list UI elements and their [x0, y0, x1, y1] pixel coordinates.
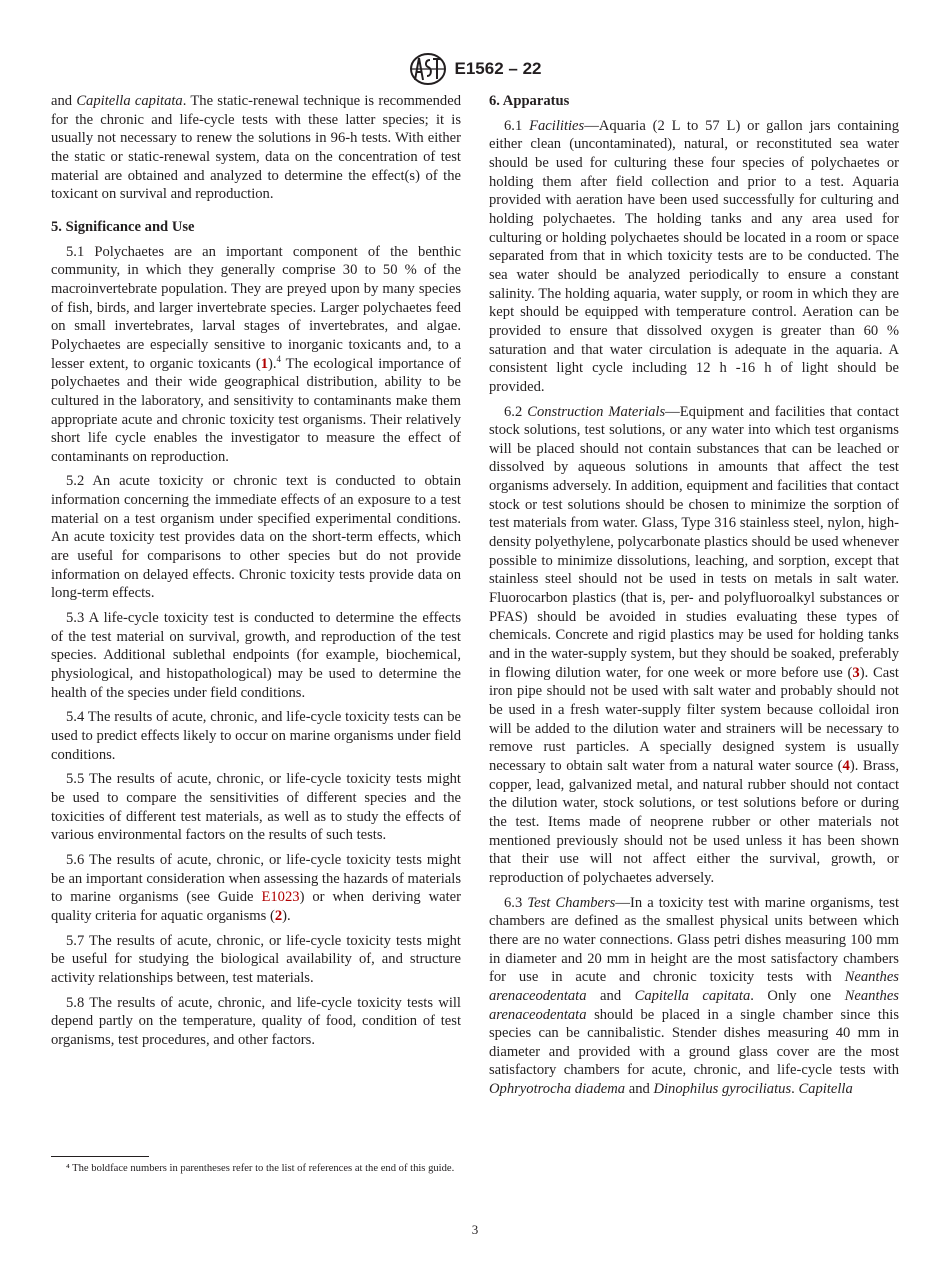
- paragraph-5-4: 5.4 The results of acute, chronic, and life-cycle toxicity tests can be used to predict effects likely to occur on marine organisms under field conditions.: [51, 709, 461, 763]
- paragraph-6-3: 6.3 Test Chambers—In a toxicity test with marine organisms, test chambers are defined as the smallest physical units between which there are no water connections. Glass petri dishes measuring 100 mm in diameter and 20 mm in height are the most satisfactory chambers for use in acute and chronic toxicity tests with Neanthes arenaceodentata and Capitella capitata. Only one Neanthes arenaceodentata should be placed in a single chamber since this species can be cannibalistic. Stender dishes measuring 40 mm in diameter and provided with a ground glass cover are the most satisfactory chambers for acute, chronic, and life-cycle tests with Ophryotrocha diadema and Dinophilus gyrociliatus. Capitella: [489, 894, 900, 1098]
- footnote-divider: [51, 1156, 149, 1157]
- paragraph-6-1: 6.1 Facilities—Aquaria (2 L to 57 L) or gallon jars containing either clean (uncontaminated), natural, or reconstituted sea water should be used for culturing these four species of polychaetes or holding them after field collection and prior to a test. Aquaria provided with aeration have been used successfully for culturing and holding polychaetes. The holding tanks and any area used for culturing or holding polychaetes should be located in a room or space separated from that in which toxicity tests are to be conducted. The sea water should be analyzed periodically to ensure a constant salinity. The holding aquaria, water supply, or room in which they are kept should be equipped with temperature control. Aeration can be provided to ensure that dissolved oxygen is greater than 60 % saturation and that water circulation is adequate in the aquaria. A consistent light cycle including 12 h -16 h of light should be provided.: [489, 117, 899, 395]
- reference-link-3[interactable]: 3: [852, 664, 860, 681]
- paragraph-5-7: 5.7 The results of acute, chronic, or life-cycle toxicity tests might be useful for studying the biological availability of, and structure activity relationships between, test materials.: [51, 932, 461, 986]
- right-column: [489, 92, 899, 1105]
- paragraph-5-5: 5.5 The results of acute, chronic, or life-cycle toxicity tests might be used to compare the sensitivities of different species and the toxicities of different test materials, as well as to study the effects of various environmental factors on the results of such tests.: [51, 771, 461, 844]
- paragraph-5-3: 5.3 A life-cycle toxicity test is conducted to determine the effects of the test material on survival, growth, and reproduction of the test species. Additional sublethal endpoints (for example, biochemical, physiological, and histopathological) may be used to determine the health of the species under field conditions.: [51, 610, 461, 701]
- section-5-heading: 5. Significance and Use: [51, 218, 195, 235]
- paragraph-5-2: 5.2 An acute toxicity or chronic text is conducted to obtain information concerning the immediate effects of an exposure to a test material on a test organism under specified experimental conditions. An acute toxicity test provides data on the short-term effects, which are useful for comparisons to other species but do not provide information on delayed effects. Chronic toxicity tests provide data on long-term effects.: [51, 473, 461, 602]
- paragraph-continuation: and Capitella capitata. The static-renewal technique is recommended for the chronic and life-cycle tests with these latter species; it is usually not necessary to renew the solutions in 96-h tests. With either the static or static-renewal system, data on the concentration of test material are obtained and analyzed to determine the effect(s) of the toxicant on survival and reproduction.: [51, 93, 461, 203]
- footnote: [51, 1162, 461, 1177]
- reference-link-2[interactable]: 2: [274, 907, 283, 924]
- paragraph-5-1: 5.1 Polychaetes are an important component of the benthic community, in which they generally comprise 30 to 50 % of the macroinvertebrate population. They are preyed upon by many species of fish, birds, and larger invertebrate species. Larger polychaetes feed on small invertebrates, larval stages of invertebrates, and algae. Polychaetes are especially sensitive to inorganic toxicants and, to a lesser extent, to organic toxicants (1).$^4$ The ecological importance of polychaetes and their wide geographical distribution, ability to be cultured in the laboratory, and sensitivity to contaminants make them appropriate acute and chronic toxicity test organisms. Their relatively short life cycle enables the investigator to measure the effect of contaminants on reproduction.: [51, 243, 461, 465]
- reference-link-4[interactable]: 4: [842, 757, 850, 774]
- document-id: E1562 – 22: [454, 59, 542, 78]
- paragraph-5-6: 5.6 The results of acute, chronic, or life-cycle toxicity tests might be an important consideration when assessing the hazards of materials to marine organisms (see Guide E1023) or when deriving water quality criteria for aquatic organisms (2).: [51, 851, 462, 924]
- guide-link-e1023[interactable]: E1023: [261, 889, 300, 906]
- page-header: [0, 52, 950, 86]
- section-6-heading: 6. Apparatus: [489, 93, 570, 109]
- paragraph-5-8: 5.8 The results of acute, chronic, and life-cycle toxicity tests will depend partly on the temperature, quality of food, condition of test organisms, test procedures, and other factors.: [51, 994, 461, 1048]
- footnote-text: ⁴ The boldface numbers in parentheses refer to the list of references at the end of this guide.: [66, 1163, 455, 1174]
- paragraph-6-2: 6.2 Construction Materials—Equipment and facilities that contact stock solutions, test solutions, or any water into which test organisms will be placed should not contain substances that can be leached or dissolved by aqueous solutions in amounts that affect the test organisms adversely. In addition, equipment and facilities that contact stock or test solutions should be chosen to minimize the sorption of test materials from water. Glass, Type 316 stainless steel, nylon, high-density polyethylene, polycarbonate plastics should be used whenever possible to minimize dissolutions, leaching, and sorption, except that stainless steel should not be used in tests on metals in salt water. Fluorocarbon plastics (that is, per- and polyfluoroalkyl substances or PFAS) should be avoided in studies evaluating these types of chemicals. Concrete and rigid plastics may be used for holding tanks and in the water-supply system, but they should be soaked, preferably in flowing dilution water, for one week or more before use (3). Cast iron pipe should not be used with salt water and probably should not be used in a fresh water-supply filter system because colloidal iron will be added to the dilution water and strainers will be necessary to remove rust particles. A specially designed system is usually necessary to obtain salt water from a natural water source (4). Brass, copper, lead, galvanized metal, and natural rubber should not contact the dilution water, stock solutions, or test solutions before or during the test. Items made of neoprene rubber or other materials not mentioned previously should not be used unless it has been shown that their use will not affect either the survival, growth, or reproduction of polychaetes adversely.: [489, 403, 899, 886]
- page-number: 3: [471, 1222, 479, 1237]
- astm-logo: [409, 52, 447, 86]
- reference-link-1[interactable]: 1: [260, 355, 268, 372]
- footnote-marker: 4: [276, 353, 281, 364]
- left-column: [51, 92, 461, 1056]
